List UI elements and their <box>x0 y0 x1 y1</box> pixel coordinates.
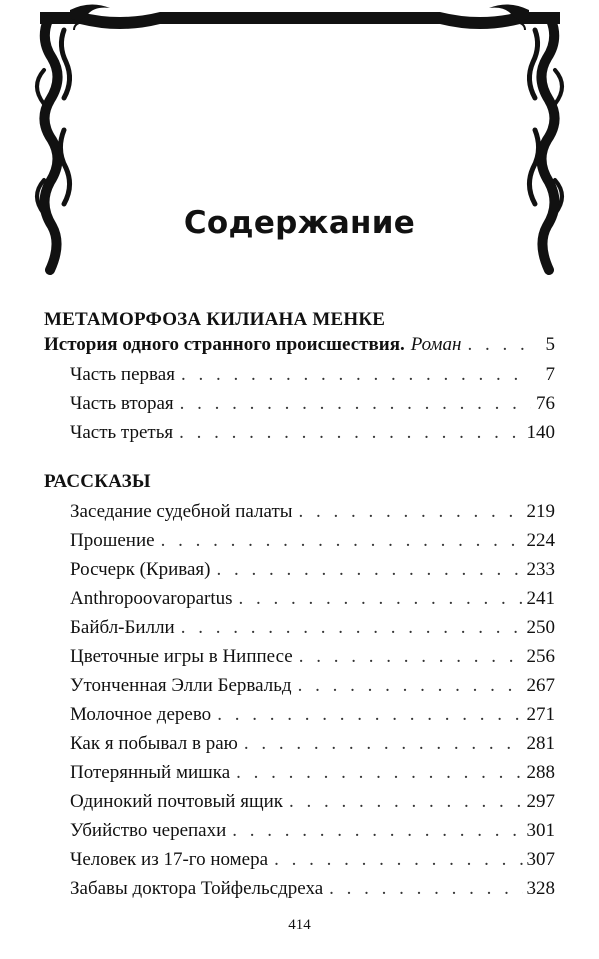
toc-entry[interactable] <box>70 646 555 668</box>
entry-title: Байбл-Билли <box>70 617 175 638</box>
toc-entry[interactable] <box>70 559 555 581</box>
entry-page: 301 <box>526 820 555 841</box>
leader-dots <box>179 422 522 444</box>
entry-title: Заседание судебной палаты <box>70 501 293 522</box>
toc-entry[interactable] <box>70 733 555 755</box>
entry-page: 219 <box>526 501 555 522</box>
entry-page: 76 <box>536 393 555 414</box>
entry-title: Человек из 17-го номера <box>70 849 269 870</box>
entry-title: Потерянный мишка <box>70 762 231 783</box>
entry-page: 7 <box>545 364 555 385</box>
entry-page: 281 <box>526 733 555 754</box>
entry-page: 140 <box>526 422 555 443</box>
entry-title: Цветочные игры в Ниппесе <box>70 646 293 667</box>
leader-dots <box>274 849 522 871</box>
leader-dots <box>236 762 522 784</box>
entry-page: 250 <box>526 617 555 638</box>
entry-title: Убийство черепахи <box>70 820 227 841</box>
entry-page: 288 <box>526 762 555 783</box>
entry-title: Молочное дерево <box>70 704 212 725</box>
entry-title: Забавы доктора Тойфельсдреха <box>70 878 324 899</box>
entry-title: Часть первая <box>70 364 175 385</box>
entry-title: Прошение <box>70 530 155 551</box>
leader-dots <box>299 646 523 668</box>
entry-page: 233 <box>526 559 555 580</box>
entry-title: Как я побывал в раю <box>70 733 238 754</box>
entry-note: Роман <box>410 334 462 355</box>
entry-page: 307 <box>526 849 555 870</box>
leader-dots <box>329 878 522 900</box>
leader-dots <box>298 675 523 697</box>
leader-dots <box>467 334 531 356</box>
leader-dots <box>289 791 523 813</box>
page-title: Содержание <box>183 205 416 241</box>
section-title: МЕТАМОРФОЗА КИЛИАНА МЕНКЕ <box>44 309 386 330</box>
toc-entry[interactable] <box>70 849 555 871</box>
leader-dots <box>239 588 523 610</box>
toc-entry[interactable] <box>70 530 555 552</box>
toc-entry[interactable] <box>70 364 555 386</box>
toc-entry[interactable] <box>70 762 555 784</box>
toc-entry[interactable] <box>70 501 555 523</box>
entry-title: История одного странного происшествия. <box>44 334 405 355</box>
entry-title: Одинокий почтовый ящик <box>70 791 283 812</box>
toc-entry-main[interactable] <box>44 334 555 356</box>
entry-page: 297 <box>526 791 555 812</box>
entry-title: Anthropoovaropartus <box>70 588 233 609</box>
entry-page: 328 <box>526 878 555 899</box>
entry-page: 241 <box>526 588 555 609</box>
entry-page: 271 <box>526 704 555 725</box>
toc-entry[interactable] <box>70 791 555 813</box>
leader-dots <box>181 617 523 639</box>
leader-dots <box>180 393 531 415</box>
toc-entry[interactable] <box>70 878 555 900</box>
leader-dots <box>299 501 523 523</box>
toc-entry[interactable] <box>70 617 555 639</box>
leader-dots <box>217 704 522 726</box>
leader-dots <box>216 559 522 581</box>
toc-entry[interactable] <box>70 588 555 610</box>
toc-entry[interactable] <box>70 422 555 444</box>
leader-dots <box>244 733 523 755</box>
section-title: РАССКАЗЫ <box>44 471 151 492</box>
entry-page: 267 <box>526 675 555 696</box>
toc-entry[interactable] <box>70 675 555 697</box>
leader-dots <box>181 364 531 386</box>
entry-page: 256 <box>526 646 555 667</box>
entry-page: 5 <box>545 334 555 355</box>
toc-entry[interactable] <box>70 704 555 726</box>
page-number: 414 <box>288 917 311 933</box>
entry-page: 224 <box>526 530 555 551</box>
entry-title: Утонченная Элли Бервальд <box>70 675 292 696</box>
toc-entry[interactable] <box>70 820 555 842</box>
toc-entry[interactable] <box>70 393 555 415</box>
leader-dots <box>161 530 523 552</box>
entry-title: Росчерк (Кривая) <box>70 559 211 580</box>
entry-title: Часть вторая <box>70 393 174 414</box>
leader-dots <box>232 820 522 842</box>
entry-title: Часть третья <box>70 422 174 443</box>
